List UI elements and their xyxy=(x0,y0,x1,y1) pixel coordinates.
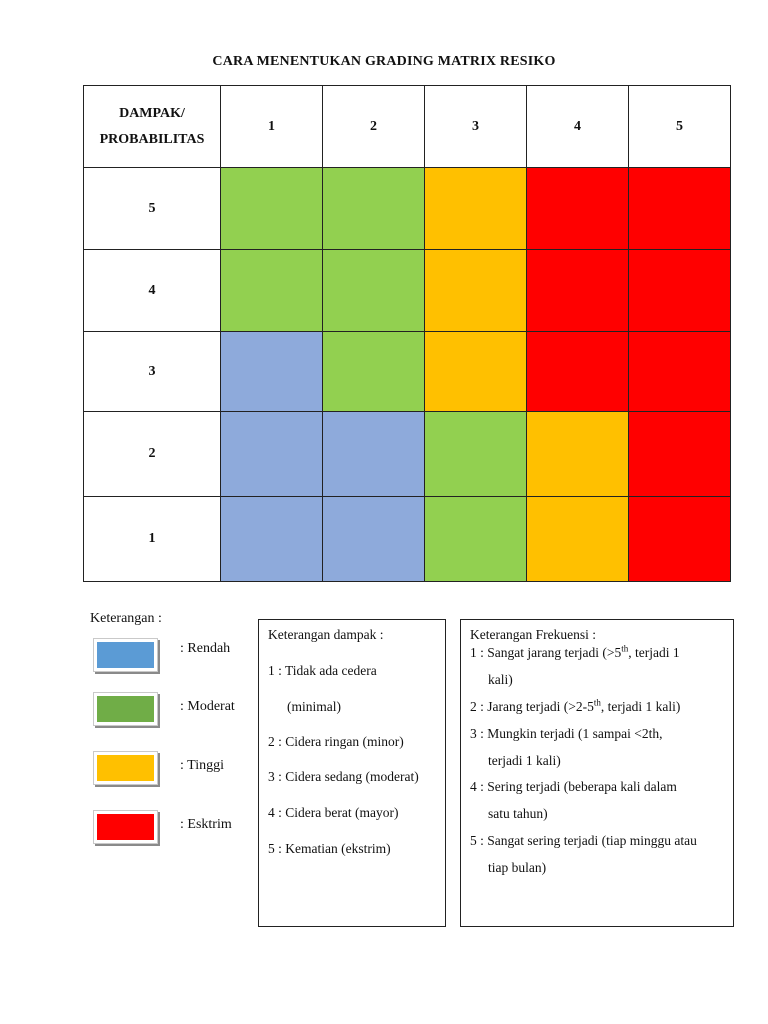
risk-cell xyxy=(221,168,323,250)
page-title: CARA MENENTUKAN GRADING MATRIX RESIKO xyxy=(212,54,556,69)
frequency-item-continued: kali) xyxy=(488,672,513,687)
risk-cell xyxy=(527,250,629,332)
matrix-row xyxy=(84,250,731,332)
risk-cell xyxy=(221,412,323,497)
row-header: 4 xyxy=(84,250,221,332)
risk-cell xyxy=(323,412,425,497)
risk-matrix xyxy=(83,85,731,582)
risk-cell xyxy=(527,168,629,250)
matrix-row xyxy=(84,168,731,250)
risk-cell xyxy=(527,497,629,582)
impact-item-continued: (minimal) xyxy=(287,699,341,714)
impact-item: 5 : Kematian (ekstrim) xyxy=(268,841,391,856)
impact-item: 1 : Tidak ada cedera xyxy=(268,663,377,678)
frequency-text: , terjadi 1 kali) xyxy=(600,699,681,714)
swatch-fill xyxy=(97,814,154,840)
risk-cell xyxy=(629,497,731,582)
frequency-description-box xyxy=(460,619,734,927)
risk-cell xyxy=(323,168,425,250)
risk-cell xyxy=(221,250,323,332)
legend-label-ekstrim: : Esktrim xyxy=(180,817,232,832)
column-header: 3 xyxy=(425,86,527,168)
risk-cell xyxy=(629,412,731,497)
column-header: 1 xyxy=(221,86,323,168)
swatch-fill xyxy=(97,696,154,722)
legend-title: Keterangan : xyxy=(90,611,162,626)
impact-item: 2 : Cidera ringan (minor) xyxy=(268,734,404,749)
frequency-text: 1 : Sangat jarang terjadi (>5 xyxy=(470,645,622,660)
column-header: 5 xyxy=(629,86,731,168)
legend-swatch-rendah xyxy=(93,638,158,672)
risk-cell xyxy=(527,332,629,412)
impact-box-title: Keterangan dampak : xyxy=(268,627,384,642)
row-header: 3 xyxy=(84,332,221,412)
matrix-row xyxy=(84,332,731,412)
risk-cell xyxy=(425,332,527,412)
frequency-item-continued: tiap bulan) xyxy=(488,860,547,875)
frequency-item xyxy=(470,644,680,662)
legend-label-rendah: : Rendah xyxy=(180,641,231,656)
legend-label-tinggi: : Tinggi xyxy=(180,758,224,773)
column-header: 2 xyxy=(323,86,425,168)
swatch-fill xyxy=(97,642,154,668)
risk-cell xyxy=(629,168,731,250)
legend-label-moderat: : Moderat xyxy=(180,699,235,714)
corner-label-probabilitas: PROBABILITAS xyxy=(99,131,205,147)
swatch-fill xyxy=(97,755,154,781)
impact-item: 4 : Cidera berat (mayor) xyxy=(268,805,399,820)
risk-cell xyxy=(425,250,527,332)
row-header: 1 xyxy=(84,497,221,582)
superscript: th xyxy=(593,697,601,708)
risk-cell xyxy=(425,412,527,497)
risk-cell xyxy=(221,332,323,412)
matrix-row xyxy=(84,412,731,497)
risk-cell xyxy=(425,497,527,582)
frequency-item-continued: terjadi 1 kali) xyxy=(488,753,561,768)
superscript: th xyxy=(621,643,629,654)
impact-description-box xyxy=(258,619,446,927)
risk-cell xyxy=(629,332,731,412)
corner-label-dampak: DAMPAK/ xyxy=(119,105,185,121)
legend-swatch-moderat xyxy=(93,692,158,726)
impact-item: 3 : Cidera sedang (moderat) xyxy=(268,769,419,784)
frequency-box-title: Keterangan Frekuensi : xyxy=(470,627,596,642)
column-header: 4 xyxy=(527,86,629,168)
frequency-item: 4 : Sering terjadi (beberapa kali dalam xyxy=(470,779,677,794)
risk-cell xyxy=(221,497,323,582)
frequency-text: 2 : Jarang terjadi (>2-5 xyxy=(470,699,594,714)
risk-cell xyxy=(323,497,425,582)
risk-cell xyxy=(629,250,731,332)
frequency-item xyxy=(470,698,680,716)
frequency-item-continued: satu tahun) xyxy=(488,806,548,821)
row-header: 2 xyxy=(84,412,221,497)
frequency-item: 5 : Sangat sering terjadi (tiap minggu atau xyxy=(470,833,697,848)
legend-swatch-ekstrim xyxy=(93,810,158,844)
matrix-corner-header xyxy=(84,86,221,168)
risk-cell xyxy=(323,332,425,412)
risk-cell xyxy=(425,168,527,250)
frequency-text: , terjadi 1 xyxy=(628,645,680,660)
legend-swatch-tinggi xyxy=(93,751,158,785)
risk-cell xyxy=(323,250,425,332)
risk-cell xyxy=(527,412,629,497)
matrix-row xyxy=(84,497,731,582)
frequency-item: 3 : Mungkin terjadi (1 sampai <2th, xyxy=(470,726,663,741)
row-header: 5 xyxy=(84,168,221,250)
